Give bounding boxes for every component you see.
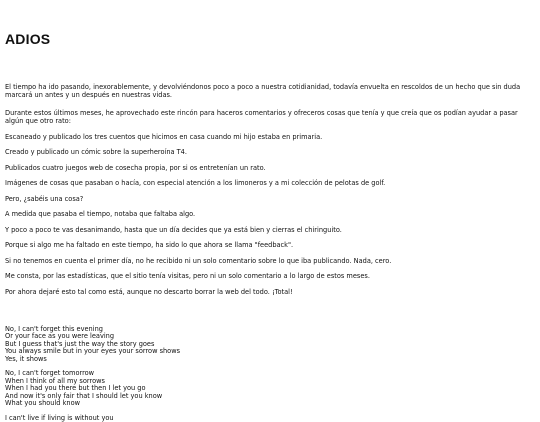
paragraph: Me consta, por las estadísticas, que el sitio tenía visitas, pero ni un solo comentario a lo largo de estos meses. xyxy=(5,272,535,280)
lyrics-stanza xyxy=(5,415,535,422)
paragraph: Pero, ¿sabéis una cosa? xyxy=(5,195,535,203)
page-title: ADIOS xyxy=(5,0,535,47)
lyric-line: And now it's only fair that I should let you know xyxy=(5,393,535,401)
lyric-line: No, I can't forget tomorrow xyxy=(5,370,535,378)
lyrics-stanza xyxy=(5,326,535,364)
article-body xyxy=(5,83,535,296)
lyric-line: When I had you there but then I let you go xyxy=(5,385,535,393)
lyric-line: What you should know xyxy=(5,400,535,408)
paragraph: Durante estos últimos meses, he aprovechado este rincón para haceros comentarios y ofreceros cosas que tenía y que creía que os podían ayudar a pasar algún que otro rato: xyxy=(5,109,535,125)
paragraph: Y poco a poco te vas desanimando, hasta que un día decides que ya está bien y cierras el chiringuito. xyxy=(5,226,535,234)
paragraph: Imágenes de cosas que pasaban o hacía, con especial atención a los limoneros y a mi colección de pelotas de golf. xyxy=(5,179,535,187)
paragraph: Publicados cuatro juegos web de cosecha propia, por si os entretenían un rato. xyxy=(5,164,535,172)
lyrics-stanza xyxy=(5,370,535,408)
lyric-line: I can't live if living is without you xyxy=(5,415,535,422)
paragraph: El tiempo ha ido pasando, inexorablemente, y devolviéndonos poco a poco a nuestra cotidianidad, todavía envuelta en rescoldos de un hecho que sin duda marcará un antes y un después en nuestras vidas. xyxy=(5,83,535,99)
paragraph: Si no tenemos en cuenta el primer día, no he recibido ni un solo comentario sobre lo que iba publicando. Nada, cero. xyxy=(5,257,535,265)
lyric-line: Yes, it shows xyxy=(5,356,535,364)
lyric-line: But I guess that's just the way the story goes xyxy=(5,341,535,349)
paragraph: A medida que pasaba el tiempo, notaba que faltaba algo. xyxy=(5,210,535,218)
lyric-line: Or your face as you were leaving xyxy=(5,333,535,341)
song-lyrics xyxy=(5,326,535,422)
paragraph: Por ahora dejaré esto tal como está, aunque no descarto borrar la web del todo. ¡Total! xyxy=(5,288,535,296)
paragraph: Creado y publicado un cómic sobre la superheroína T4. xyxy=(5,148,535,156)
paragraph: Porque si algo me ha faltado en este tiempo, ha sido lo que ahora se llama "feedback". xyxy=(5,241,535,249)
lyric-line: No, I can't forget this evening xyxy=(5,326,535,334)
lyric-line: You always smile but in your eyes your sorrow shows xyxy=(5,348,535,356)
lyric-line: When I think of all my sorrows xyxy=(5,378,535,386)
paragraph: Escaneado y publicado los tres cuentos que hicimos en casa cuando mi hijo estaba en primaria. xyxy=(5,133,535,141)
